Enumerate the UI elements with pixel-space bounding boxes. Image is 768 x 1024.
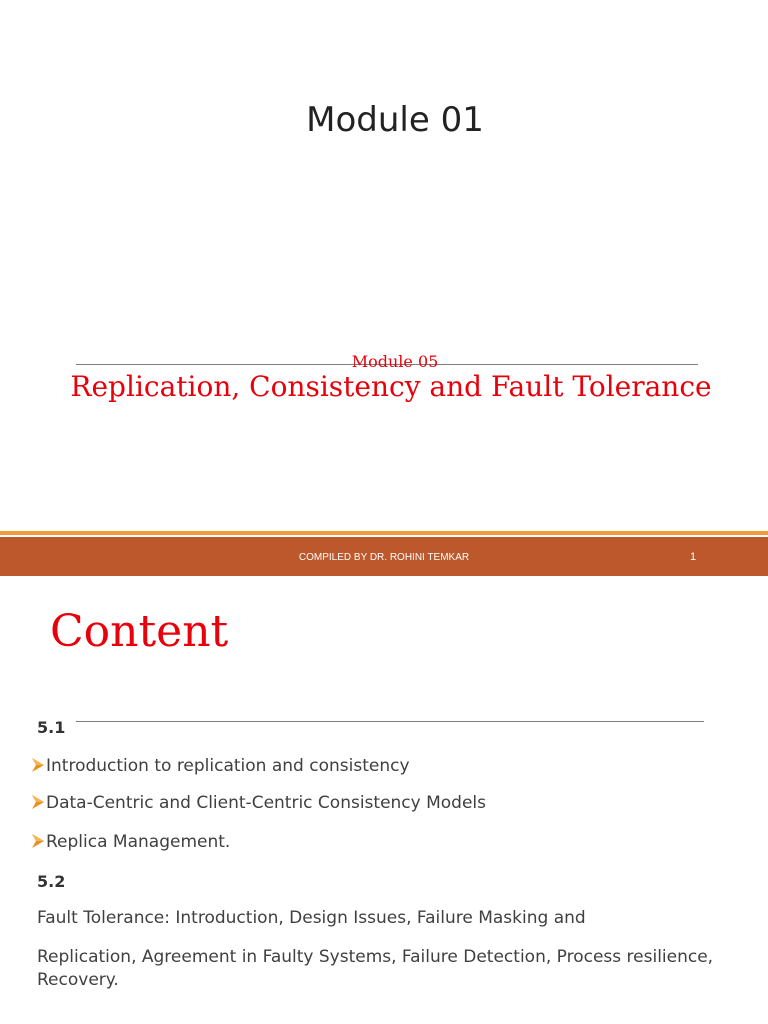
footer-bar <box>0 537 768 576</box>
list-item-text: Replica Management. <box>46 832 231 852</box>
content-title: Content <box>50 606 229 657</box>
arrowhead-bullet-icon <box>30 756 46 774</box>
list-item <box>30 793 486 813</box>
section-heading-5-1: 5.1 <box>37 718 66 737</box>
divider-line <box>76 721 704 722</box>
footer-accent-stripe <box>0 531 768 535</box>
footer-credit: COMPILED BY DR. ROHINI TEMKAR <box>298 552 470 563</box>
list-item <box>30 832 230 852</box>
arrowhead-bullet-icon <box>30 793 46 811</box>
list-item-text: Data-Centric and Client-Centric Consistency Models <box>46 793 487 813</box>
page-number: 1 <box>690 551 697 563</box>
section-heading-5-2: 5.2 <box>37 872 66 891</box>
slide-2 <box>0 576 768 1024</box>
arrowhead-bullet-icon <box>30 832 46 850</box>
list-item <box>30 756 410 776</box>
module-label: Module 05 <box>351 352 439 371</box>
module-subtitle: Replication, Consistency and Fault Tolerance <box>70 370 712 403</box>
paragraph: Fault Tolerance: Introduction, Design Issues, Failure Masking and <box>37 908 586 928</box>
list-item-text: Introduction to replication and consistency <box>46 756 410 776</box>
paragraph: Replication, Agreement in Faulty Systems, Failure Detection, Process resilience, Recovery. <box>37 947 714 990</box>
slide-title: Module 01 <box>306 100 484 140</box>
